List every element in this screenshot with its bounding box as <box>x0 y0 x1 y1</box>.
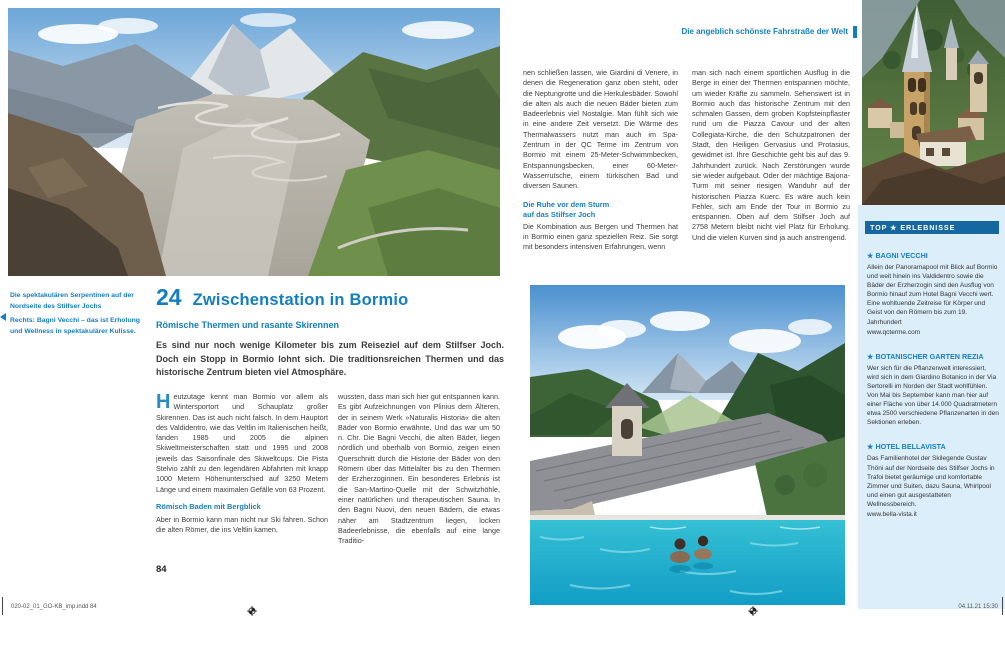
running-header: Die angeblich schönste Fahrstraße der Welt <box>681 27 848 36</box>
chapter-intro: Es sind nur noch wenige Kilometer bis zum Reiseziel auf dem Stilfser Joch. Doch ein Stopp in Bormio lohnt sich. Die traditionsreichen Thermen und das historische Zentrum bieten viel Atmosphäre. <box>156 340 504 377</box>
registration-mark-icon <box>748 603 758 621</box>
caption-arrow-icon <box>0 313 6 321</box>
bormio-town-photo <box>862 0 1005 205</box>
body-paragraph: nen schließen lassen, wie Giardini di Venere, in denen die Regeneration ganz oben steht, oder die Neptungrotte und die Herkulesbäder. Sowohl die alten als auch die neuen Bäder bieten zum Badeerlebnis viel Nostalgie. Man fühlt sich wie in eine andere Zeit versetzt. Die Wärme des Thermalwassers nutzt man auch im Spa-Zentrum in der QC Terme im Zentrum von Bormio mit einem 25-Meter-Schwimmbecken, Entspannungsbecken, einer 60-Meter-Wasserrutsche, einem türkischen Bad und diversen Saunen. <box>523 68 678 191</box>
chapter-heading-block <box>156 284 504 380</box>
entry-url: www.bella-vista.it <box>867 510 917 518</box>
panel-content <box>867 251 999 534</box>
page-number: 84 <box>156 564 167 575</box>
registration-mark-icon <box>247 603 257 621</box>
body-paragraph <box>156 392 328 495</box>
section-subhead: Römisch Baden mit Bergblick <box>156 501 261 511</box>
body-paragraph: wussten, dass man sich hier gut entspannen kann. Es gibt Aufzeichnungen von Plinius dem Älteren, der in seinem Werk »Naturalis Historia« die alten Bäder von Bormio erwähnte. Und das war um 50 n. Chr. Die Bagni Vecchi, die alten Bäder, liegen nördlich und oberhalb von Bormio, zeigen einen Querschnitt durch die Historie der Bäder von den Römern über das Mittelalter bis zu den Thermen der Erzherzoginnen. Ein besonderes Erlebnis ist die San-Martino-Quelle mit der Schwitzhöhle, einer natürlichen und therapeutischen Sauna. In den Bagni Nuovi, den neuen Bädern, die etwas näher am Stadtzentrum liegen, locken Badeerlebnisse, die ebenfalls auf eine lange Traditio- <box>338 392 500 546</box>
entry-body: Wer sich für die Pflanzenwelt interessiert, wird sich in dem Giardino Botanico in der Via Sertorelli im Norden der Stadt wohlfühlen. Von Mai bis September kann man hier auf einer Fläche von über 14.000 Quadratmetern etwa 2500 verschiedene Pflanzenarten in den Sektionen erleben. <box>867 364 999 427</box>
body-paragraph: Die Kombination aus Bergen und Thermen hat in Bormio einen ganz speziellen Reiz. Sie sorgt mit besonders intensiven Erfahrungen, wenn <box>523 221 678 252</box>
entry-body: Das Familienhotel der Skilegende Gustav Thöni auf der Nordseite des Stilfser Jochs in Trafoi bietet geräumige und komfortable Zimmer und Suiten, dazu Sauna, Whirlpool und einen gut ausgestatteten Wellnessbereich. <box>867 455 995 508</box>
right-page-column-1 <box>523 68 678 252</box>
paragraph-text: eutzutage kennt man Bormio vor allem als Wintersportort und Schauplatz großer Skirennen. Das ist auch nicht falsch. In dem Hauptort des Valdidentro, wie das Veltlin im Italienischen heißt, fanden 1985 und 2005 die alpinen Skiweltmeisterschaften statt und 1995 und 2008 jeweils das Saisonfinale des Skiweltcups. Die Pista Stelvio zählt zu den legendären Abfahrten mit knapp 1000 Metern Höhenunterschied auf 3250 Metern Länge und einem maximalen Gefälle von 63 Prozent. <box>156 392 328 494</box>
entry-url: www.qcterme.com <box>867 328 921 336</box>
bormio-town-illustration <box>862 0 1005 205</box>
mountain-pass-illustration <box>8 8 500 276</box>
photo-caption <box>10 291 142 341</box>
panel-title-bar: TOP ★ ERLEBNISSE <box>865 221 999 234</box>
drop-cap: H <box>156 391 171 413</box>
subhead-line-2: auf das Stilfser Joch <box>523 209 596 219</box>
sidebar-entry-bagni-vecchi <box>867 251 999 337</box>
body-paragraph: Aber in Bormio kann man nicht nur Ski fahren. Schon die alten Römer, die ins Veltlin kamen, <box>156 514 328 534</box>
entry-body: Allein der Panoramapool mit Blick auf Bormio und weit hinein ins Valdidentro sowie die Bäder der Erzherzogin sind den Ausflug von Bormio hinauf zum Hotel Bagni Vecchi wert. Eine wohltuende Zeitreise für Körper und Geist von den Römern bis zum 19. Jahrhundert <box>867 264 998 326</box>
caption-line-2: Rechts: Bagni Vecchi – das ist Erholung und Wellness in spektakulärer Kulisse. <box>10 317 140 335</box>
chapter-title: Zwischenstation in Bormio <box>192 291 409 309</box>
print-file-info: 020-02_01_GO-KB_imp.indd 84 <box>11 604 97 610</box>
left-page-column-2 <box>338 392 500 546</box>
sidebar-entry-botanischer-garten <box>867 352 999 428</box>
right-page-column-2 <box>692 68 850 243</box>
chapter-subtitle: Römische Thermen und rasante Skirennen <box>156 320 340 330</box>
entry-title: ★ HOTEL BELLAVISTA <box>867 442 946 452</box>
section-subhead <box>523 200 678 220</box>
sidebar-entry-hotel-bellavista <box>867 442 999 519</box>
thermal-pool-photo <box>530 285 845 605</box>
caption-line-1: Die spektakulären Serpentinen auf der Nordseite des Stilfser Jochs <box>10 292 134 310</box>
chapter-number: 24 <box>156 284 182 310</box>
print-timestamp: 04.11.21 15:30 <box>958 604 998 610</box>
crop-mark-right <box>1002 597 1003 615</box>
body-paragraph: man sich nach einem sportlichen Ausflug in die Berge in einer der Thermen entspannen möchte, um wieder Kräfte zu sammeln. Sehenswert ist in Bormio auch das historische Zentrum mit den schmalen Gassen, dem groben Kopfsteinpflaster rund um die Piazza Cavour und der alten Collegiata-Kirche, die den Schutzpatronen der Stadt, den Heiligen Gervasius und Protasius, gewidmet ist. Ihre Geschichte geht bis auf das 9. Jahrhundert zurück. Nach Zerstörungen wurde sie wieder aufgebaut. Oder der mächtige Bajona-Turm mit seiner riesigen Wanduhr auf der historischen Piazza Kuerc. Es wäre auch kein Fehler, sich am Ende der Tour in Bormio zu entspannen. Oben auf dem Stilfser Joch auf 2758 Metern bleibt nicht viel Platz für Erholung. Und die vielen Kurven sind ja auch anstrengend. <box>692 68 850 242</box>
thermal-pool-illustration <box>530 285 845 605</box>
top-erlebnisse-panel <box>858 205 1005 609</box>
entry-title: ★ BAGNI VECCHI <box>867 251 928 260</box>
crop-mark-left <box>2 597 3 615</box>
running-header-bar <box>853 26 857 38</box>
mountain-pass-photo <box>8 8 500 276</box>
entry-title: ★ BOTANISCHER GARTEN REZIA <box>867 351 984 361</box>
subhead-line-1: Die Ruhe vor dem Sturm <box>523 199 610 209</box>
left-page-column-1 <box>156 392 328 535</box>
